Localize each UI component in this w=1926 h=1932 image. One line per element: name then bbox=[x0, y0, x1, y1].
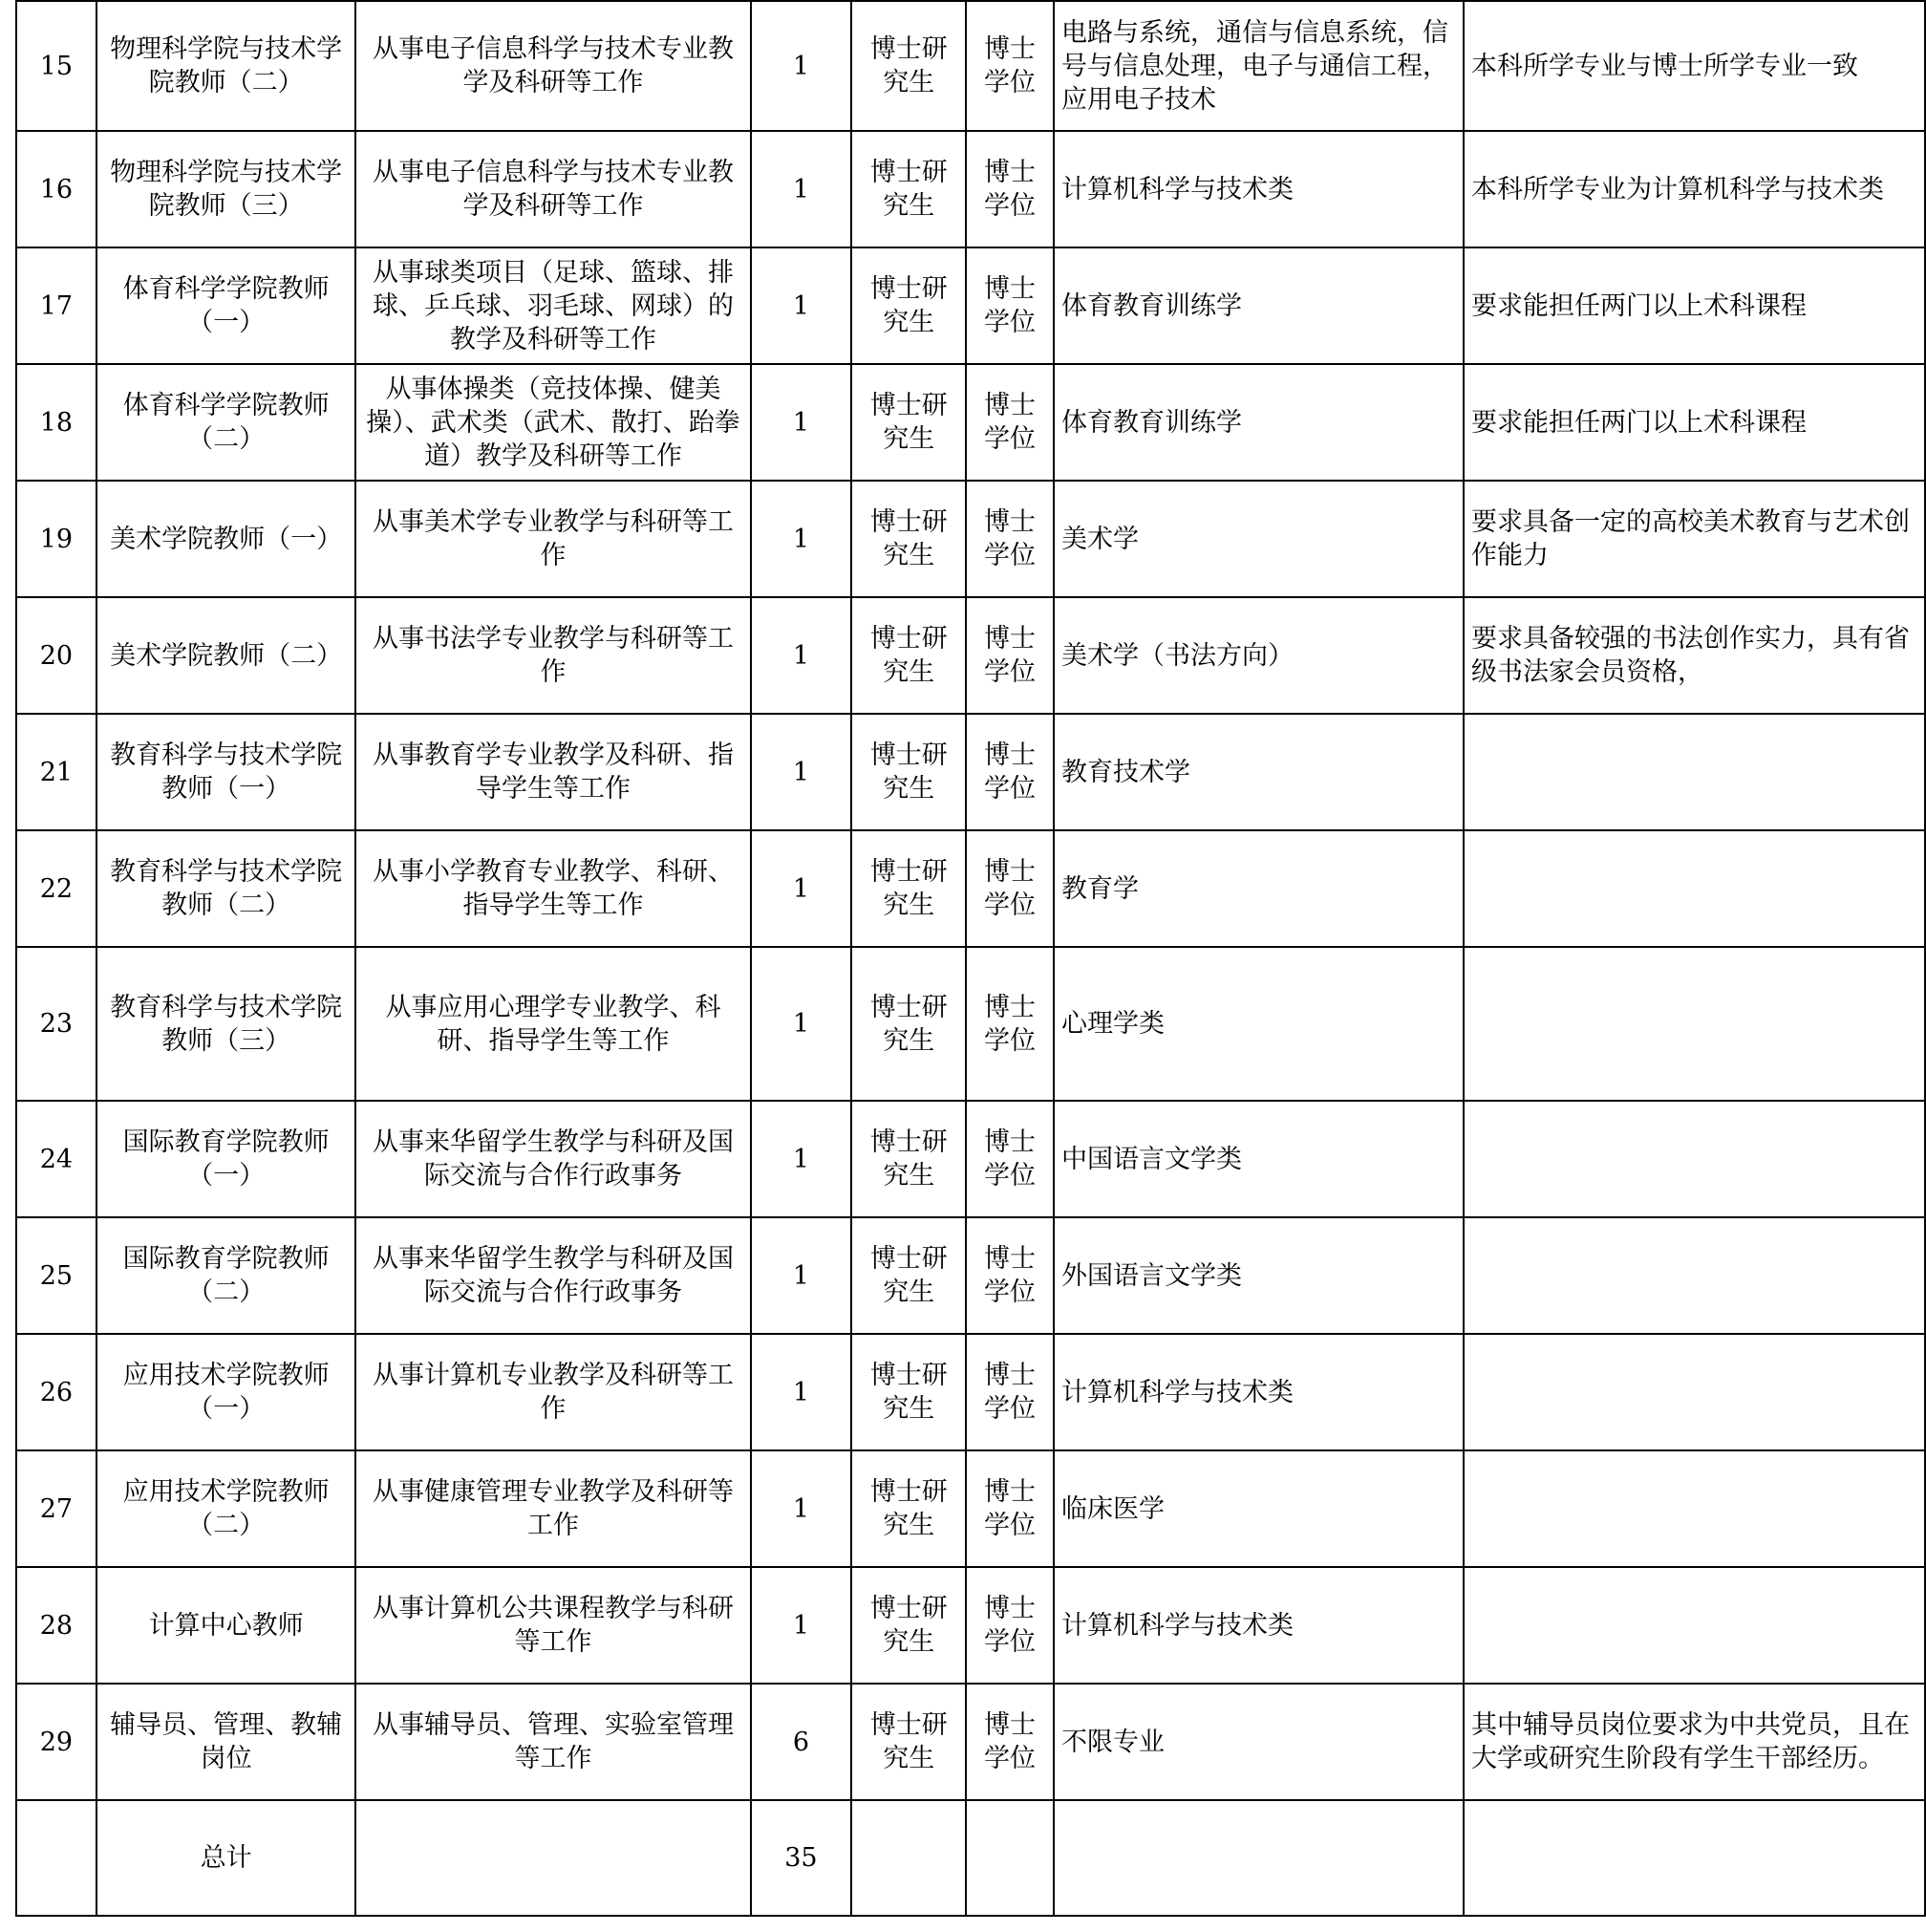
major-cell: 计算机科学与技术类 bbox=[1054, 1567, 1464, 1684]
count-cell: 1 bbox=[751, 1101, 852, 1217]
position-cell: 辅导员、管理、教辅岗位 bbox=[96, 1684, 356, 1800]
education-cell: 博士研究生 bbox=[851, 1450, 966, 1567]
remark-cell: 要求具备一定的高校美术教育与艺术创作能力 bbox=[1464, 481, 1925, 597]
major-cell: 心理学类 bbox=[1054, 947, 1464, 1101]
education-cell: 博士研究生 bbox=[851, 247, 966, 364]
duty-cell: 从事电子信息科学与技术专业教学及科研等工作 bbox=[355, 1, 750, 131]
degree-cell: 博士学位 bbox=[966, 1101, 1054, 1217]
table-row bbox=[16, 1, 1925, 131]
major-cell: 中国语言文学类 bbox=[1054, 1101, 1464, 1217]
degree-cell: 博士学位 bbox=[966, 481, 1054, 597]
table-row bbox=[16, 830, 1925, 947]
table-row bbox=[16, 364, 1925, 481]
remark-cell: 要求能担任两门以上术科课程 bbox=[1464, 247, 1925, 364]
duty-cell: 从事美术学专业教学与科研等工作 bbox=[355, 481, 750, 597]
education-cell: 博士研究生 bbox=[851, 1567, 966, 1684]
table-row bbox=[16, 1101, 1925, 1217]
major-cell: 美术学 bbox=[1054, 481, 1464, 597]
major-cell: 电路与系统，通信与信息系统，信号与信息处理，电子与通信工程，应用电子技术 bbox=[1054, 1, 1464, 131]
no-cell: 19 bbox=[16, 481, 96, 597]
degree-cell: 博士学位 bbox=[966, 947, 1054, 1101]
degree-cell: 博士学位 bbox=[966, 247, 1054, 364]
major-cell: 体育教育训练学 bbox=[1054, 364, 1464, 481]
duty-cell: 从事来华留学生教学与科研及国际交流与合作行政事务 bbox=[355, 1101, 750, 1217]
count-cell: 1 bbox=[751, 830, 852, 947]
position-cell: 美术学院教师（二） bbox=[96, 597, 356, 714]
duty-cell: 从事小学教育专业教学、科研、指导学生等工作 bbox=[355, 830, 750, 947]
major-cell: 教育学 bbox=[1054, 830, 1464, 947]
total-row bbox=[16, 1800, 1925, 1916]
major-cell: 计算机科学与技术类 bbox=[1054, 1334, 1464, 1450]
no-cell: 27 bbox=[16, 1450, 96, 1567]
duty-cell: 从事电子信息科学与技术专业教学及科研等工作 bbox=[355, 131, 750, 247]
remark-cell: 本科所学专业为计算机科学与技术类 bbox=[1464, 131, 1925, 247]
remark-cell bbox=[1464, 1450, 1925, 1567]
count-cell: 1 bbox=[751, 597, 852, 714]
no-cell: 28 bbox=[16, 1567, 96, 1684]
education-cell: 博士研究生 bbox=[851, 1334, 966, 1450]
count-cell: 1 bbox=[751, 247, 852, 364]
degree-cell: 博士学位 bbox=[966, 714, 1054, 830]
table-body bbox=[16, 1, 1925, 1916]
table-row bbox=[16, 947, 1925, 1101]
table-row bbox=[16, 131, 1925, 247]
table-row bbox=[16, 1450, 1925, 1567]
total-count-cell: 35 bbox=[751, 1800, 852, 1916]
no-cell: 25 bbox=[16, 1217, 96, 1334]
position-cell: 物理科学院与技术学院教师（三） bbox=[96, 131, 356, 247]
count-cell: 1 bbox=[751, 947, 852, 1101]
position-cell: 教育科学与技术学院教师（三） bbox=[96, 947, 356, 1101]
count-cell: 1 bbox=[751, 1567, 852, 1684]
table-row bbox=[16, 1567, 1925, 1684]
remark-cell: 其中辅导员岗位要求为中共党员，且在大学或研究生阶段有学生干部经历。 bbox=[1464, 1684, 1925, 1800]
degree-cell: 博士学位 bbox=[966, 364, 1054, 481]
remark-cell bbox=[1464, 1101, 1925, 1217]
position-cell: 应用技术学院教师（二） bbox=[96, 1450, 356, 1567]
education-cell: 博士研究生 bbox=[851, 597, 966, 714]
position-cell: 应用技术学院教师（一） bbox=[96, 1334, 356, 1450]
remark-cell: 要求能担任两门以上术科课程 bbox=[1464, 364, 1925, 481]
education-cell: 博士研究生 bbox=[851, 1217, 966, 1334]
table-row bbox=[16, 1217, 1925, 1334]
duty-cell: 从事球类项目（足球、篮球、排球、乒乓球、羽毛球、网球）的教学及科研等工作 bbox=[355, 247, 750, 364]
duty-cell: 从事教育学专业教学及科研、指导学生等工作 bbox=[355, 714, 750, 830]
education-cell: 博士研究生 bbox=[851, 481, 966, 597]
total-label-cell: 总计 bbox=[96, 1800, 356, 1916]
duty-cell: 从事应用心理学专业教学、科研、指导学生等工作 bbox=[355, 947, 750, 1101]
count-cell: 1 bbox=[751, 714, 852, 830]
count-cell: 1 bbox=[751, 364, 852, 481]
total-education-cell bbox=[851, 1800, 966, 1916]
remark-cell bbox=[1464, 1217, 1925, 1334]
count-cell: 1 bbox=[751, 1217, 852, 1334]
remark-cell bbox=[1464, 830, 1925, 947]
no-cell: 21 bbox=[16, 714, 96, 830]
table-row bbox=[16, 481, 1925, 597]
degree-cell: 博士学位 bbox=[966, 1334, 1054, 1450]
major-cell: 体育教育训练学 bbox=[1054, 247, 1464, 364]
remark-cell: 本科所学专业与博士所学专业一致 bbox=[1464, 1, 1925, 131]
education-cell: 博士研究生 bbox=[851, 364, 966, 481]
no-cell: 17 bbox=[16, 247, 96, 364]
degree-cell: 博士学位 bbox=[966, 830, 1054, 947]
education-cell: 博士研究生 bbox=[851, 830, 966, 947]
position-cell: 计算中心教师 bbox=[96, 1567, 356, 1684]
duty-cell: 从事辅导员、管理、实验室管理等工作 bbox=[355, 1684, 750, 1800]
table-row bbox=[16, 597, 1925, 714]
remark-cell bbox=[1464, 947, 1925, 1101]
degree-cell: 博士学位 bbox=[966, 1450, 1054, 1567]
no-cell: 26 bbox=[16, 1334, 96, 1450]
remark-cell: 要求具备较强的书法创作实力，具有省级书法家会员资格， bbox=[1464, 597, 1925, 714]
table-row bbox=[16, 247, 1925, 364]
duty-cell: 从事来华留学生教学与科研及国际交流与合作行政事务 bbox=[355, 1217, 750, 1334]
duty-cell: 从事书法学专业教学与科研等工作 bbox=[355, 597, 750, 714]
no-cell: 20 bbox=[16, 597, 96, 714]
no-cell: 24 bbox=[16, 1101, 96, 1217]
education-cell: 博士研究生 bbox=[851, 947, 966, 1101]
table-row bbox=[16, 714, 1925, 830]
count-cell: 1 bbox=[751, 131, 852, 247]
table-row bbox=[16, 1334, 1925, 1450]
major-cell: 教育技术学 bbox=[1054, 714, 1464, 830]
count-cell: 6 bbox=[751, 1684, 852, 1800]
education-cell: 博士研究生 bbox=[851, 131, 966, 247]
no-cell: 18 bbox=[16, 364, 96, 481]
education-cell: 博士研究生 bbox=[851, 1, 966, 131]
total-major-cell bbox=[1054, 1800, 1464, 1916]
total-no-cell bbox=[16, 1800, 96, 1916]
major-cell: 外国语言文学类 bbox=[1054, 1217, 1464, 1334]
education-cell: 博士研究生 bbox=[851, 714, 966, 830]
duty-cell: 从事计算机公共课程教学与科研等工作 bbox=[355, 1567, 750, 1684]
no-cell: 23 bbox=[16, 947, 96, 1101]
no-cell: 16 bbox=[16, 131, 96, 247]
total-degree-cell bbox=[966, 1800, 1054, 1916]
count-cell: 1 bbox=[751, 1334, 852, 1450]
remark-cell bbox=[1464, 1567, 1925, 1684]
remark-cell bbox=[1464, 714, 1925, 830]
degree-cell: 博士学位 bbox=[966, 1, 1054, 131]
education-cell: 博士研究生 bbox=[851, 1684, 966, 1800]
no-cell: 22 bbox=[16, 830, 96, 947]
degree-cell: 博士学位 bbox=[966, 1684, 1054, 1800]
duty-cell: 从事健康管理专业教学及科研等工作 bbox=[355, 1450, 750, 1567]
major-cell: 计算机科学与技术类 bbox=[1054, 131, 1464, 247]
recruitment-table bbox=[15, 0, 1926, 1917]
position-cell: 国际教育学院教师（二） bbox=[96, 1217, 356, 1334]
count-cell: 1 bbox=[751, 1, 852, 131]
position-cell: 教育科学与技术学院教师（二） bbox=[96, 830, 356, 947]
degree-cell: 博士学位 bbox=[966, 1567, 1054, 1684]
education-cell: 博士研究生 bbox=[851, 1101, 966, 1217]
position-cell: 教育科学与技术学院教师（一） bbox=[96, 714, 356, 830]
total-duty-cell bbox=[355, 1800, 750, 1916]
total-remark-cell bbox=[1464, 1800, 1925, 1916]
position-cell: 美术学院教师（一） bbox=[96, 481, 356, 597]
major-cell: 不限专业 bbox=[1054, 1684, 1464, 1800]
degree-cell: 博士学位 bbox=[966, 131, 1054, 247]
table-row bbox=[16, 1684, 1925, 1800]
no-cell: 15 bbox=[16, 1, 96, 131]
duty-cell: 从事计算机专业教学及科研等工作 bbox=[355, 1334, 750, 1450]
position-cell: 国际教育学院教师（一） bbox=[96, 1101, 356, 1217]
degree-cell: 博士学位 bbox=[966, 1217, 1054, 1334]
no-cell: 29 bbox=[16, 1684, 96, 1800]
position-cell: 物理科学院与技术学院教师（二） bbox=[96, 1, 356, 131]
major-cell: 临床医学 bbox=[1054, 1450, 1464, 1567]
position-cell: 体育科学学院教师（一） bbox=[96, 247, 356, 364]
duty-cell: 从事体操类（竞技体操、健美操）、武术类（武术、散打、跆拳道）教学及科研等工作 bbox=[355, 364, 750, 481]
remark-cell bbox=[1464, 1334, 1925, 1450]
count-cell: 1 bbox=[751, 481, 852, 597]
count-cell: 1 bbox=[751, 1450, 852, 1567]
degree-cell: 博士学位 bbox=[966, 597, 1054, 714]
major-cell: 美术学（书法方向） bbox=[1054, 597, 1464, 714]
position-cell: 体育科学学院教师（二） bbox=[96, 364, 356, 481]
